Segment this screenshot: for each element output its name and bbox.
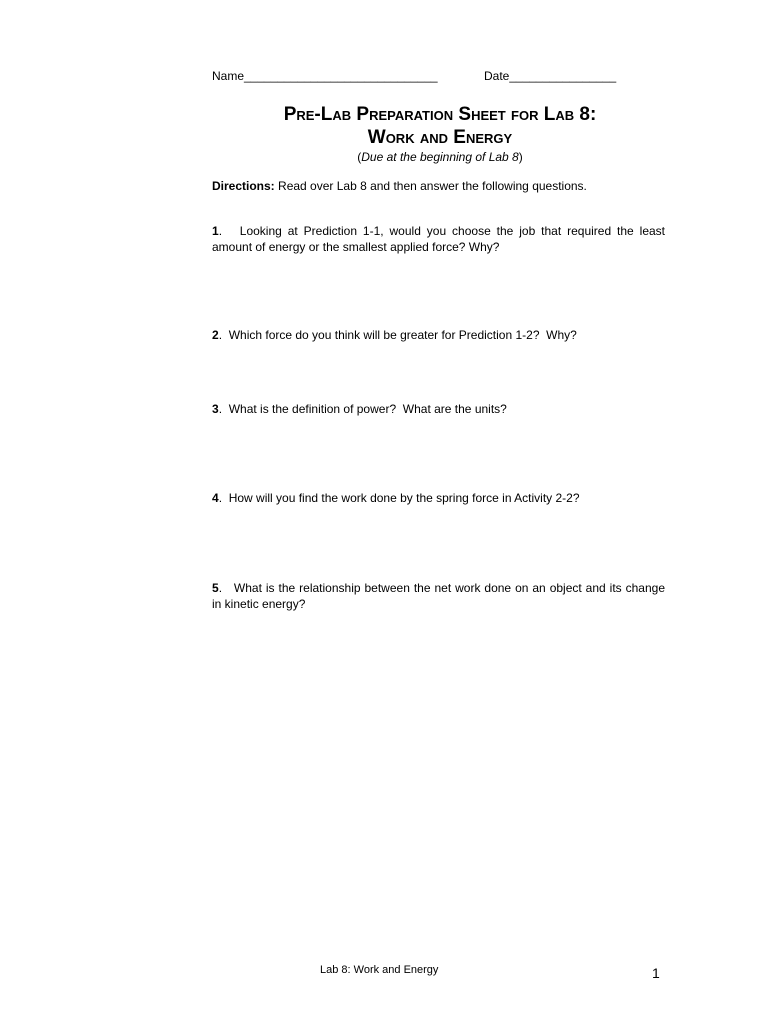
footer-text: Lab 8: Work and Energy [320,964,439,976]
directions [212,179,587,193]
subtitle-open-paren: ( [357,150,362,164]
page-number: 1 [652,965,660,981]
question-5 [212,580,669,612]
directions-label: Directions: [212,179,275,193]
page-title-line-1: Pre-Lab Preparation Sheet for Lab 8: [283,104,597,125]
question-4 [212,490,665,506]
page-title-line-2: Work and Energy [367,127,513,148]
question-text: . Looking at Prediction 1-1, would you choose the job that required the least amount of energy or the smallest applied force? Why? [212,224,669,254]
question-number: 1 [212,224,219,238]
directions-text: Read over Lab 8 and then answer the following questions. [274,179,587,193]
question-number: 5 [212,581,219,595]
question-1 [212,223,669,255]
date-field-label: Date________________ [484,69,617,83]
question-number: 4 [212,491,219,505]
question-number: 2 [212,328,219,342]
question-3 [212,401,665,417]
subtitle-close-paren: ) [518,150,523,164]
question-text: . What is the relationship between the net work done on an object and its change in kinetic energy? [212,581,669,611]
name-field-label: Name_____________________________ [212,69,438,83]
question-number: 3 [212,402,219,416]
page-subtitle [0,150,770,164]
question-text: . Which force do you think will be greater for Prediction 1-2? Why? [218,328,577,342]
question-text: . How will you find the work done by the spring force in Activity 2-2? [218,491,580,505]
question-2 [212,327,665,343]
question-text: . What is the definition of power? What are the units? [218,402,507,416]
subtitle-italic-text: Due at the beginning of Lab 8 [361,150,519,164]
